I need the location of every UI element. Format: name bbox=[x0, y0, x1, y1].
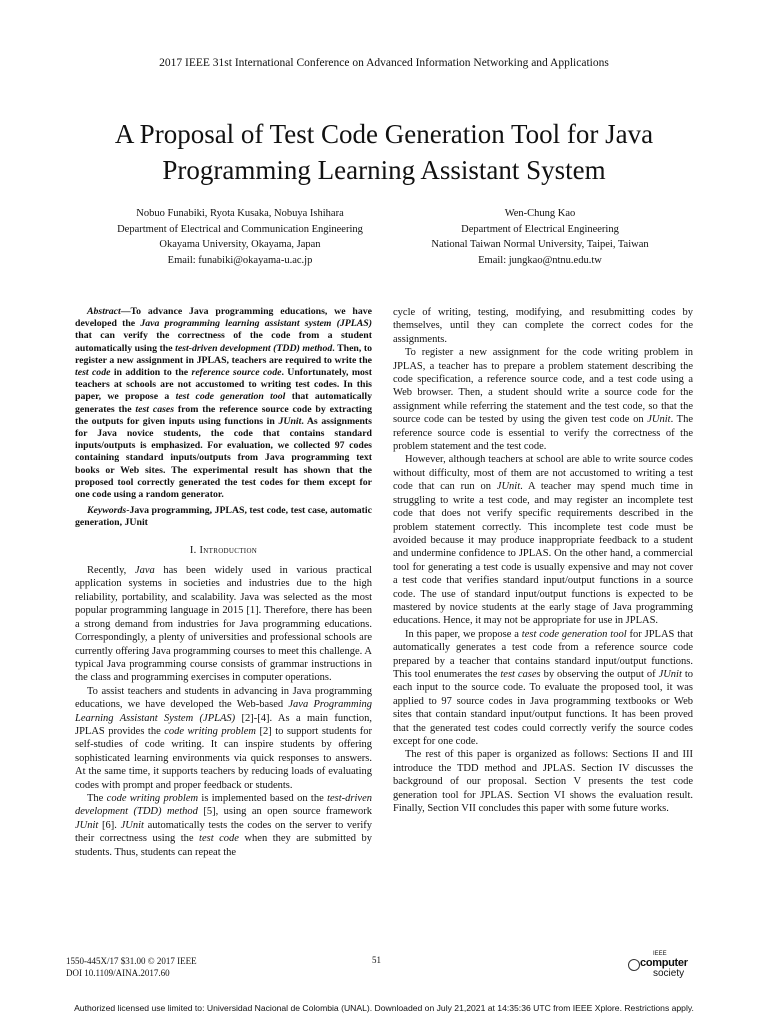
conference-header: 2017 IEEE 31st International Conference on Advanced Information Networking and Applications bbox=[159, 57, 609, 69]
footer-doi: DOI 10.1109/AINA.2017.60 bbox=[66, 968, 170, 978]
paragraph: The code writing problem is implemented based on the test-driven development (TDD) method [5], using an open source framework JUnit [6]. JUnit automatically tests the codes on the server to verify their correctness using the test code when they are submitted by students. Thus, students can repeat the bbox=[75, 792, 373, 858]
author-department: Department of Electrical Engineering bbox=[461, 223, 619, 235]
paragraph: Recently, Java has been widely used in various practical application systems in societies and industries due to the high reliability, portability, and scalability. Java was selected as the most popular programming language in 2015 [1]. Therefore, there has been a strong demand from industries for Java programming educations. Correspondingly, a plenty of universities and professional schools are currently offering Java programming courses to meet this challenge. A typical Java programming course consists of grammar instructions in the class and programming exercises in computer operations. bbox=[75, 565, 373, 684]
left-column bbox=[75, 306, 372, 859]
paper-title-line-2: Programming Learning Assistant System bbox=[162, 155, 606, 185]
paragraph: However, although teachers at school are able to write source codes without difficulty, most of them are not accustomed to writing a test code that can run on JUnit. A teacher may spend much time in struggling to write a test code, and may register an incomplete test code that does not verify specific requirements described in the problem statement correctly. This incomplete test code must be avoided because it may produce inappropriate feedback to a student and undermine confidence to JPLAS. On the other hand, a commercial tool for generating a test code is usually expensive and may not cover a test code that verifies standard input/output functions in a source code. The use of standard input/output functions is expected to be mastered by novice students at the early stage of Java programming educations. Hence, it may not be appropriate for use in JPLAS. bbox=[393, 454, 693, 627]
author-university: Okayama University, Okayama, Japan bbox=[159, 239, 321, 250]
author-email: Email: funabiki@okayama-u.ac.jp bbox=[167, 254, 313, 266]
author-block-left bbox=[90, 206, 390, 268]
author-department: Department of Electrical and Communication Engineering bbox=[117, 223, 363, 235]
paragraph: The rest of this paper is organized as follows: Sections II and III introduce the TDD method and JPLAS. Section IV discusses the background of our proposal. Section V presents the test code generation tool for JPLAS. Section VI shows the evaluation result. Finally, Section VII concludes this paper with some future works. bbox=[393, 749, 693, 815]
paragraph: To assist teachers and students in advancing in Java programming educations, we have developed the Web-based Java Programming Learning Assistant System (JPLAS) [2]-[4]. As a main function, JPLAS provides the code writing problem [2] to support students for self-studies of code writing. It can inspire students by offering sophisticated learning environments via quick responses to answers. At the same time, it supports teachers by reducing loads of evaluating codes with prompt and proper feedback or students. bbox=[75, 685, 372, 791]
author-email: Email: jungkao@ntnu.edu.tw bbox=[478, 254, 602, 266]
right-column bbox=[393, 306, 693, 815]
author-names: Wen-Chung Kao bbox=[504, 208, 576, 219]
keywords: Keywords-Java programming, JPLAS, test code, test case, automatic generation, JUnit bbox=[75, 505, 372, 529]
abstract-label: Abstract bbox=[87, 306, 121, 317]
logo-society-text: society bbox=[653, 968, 685, 979]
author-names: Nobuo Funabiki, Ryota Kusaka, Nobuya Ishihara bbox=[136, 208, 344, 219]
paper-title-line-1: A Proposal of Test Code Generation Tool for Java bbox=[114, 119, 654, 149]
author-block-right bbox=[380, 206, 700, 268]
paragraph: cycle of writing, testing, modifying, and resubmitting codes by themselves, until they can complete the correct codes for the assignments. bbox=[393, 307, 693, 345]
computer-society-logo-icon bbox=[626, 951, 696, 979]
paragraph: To register a new assignment for the code writing problem in JPLAS, a teacher has to prepare a problem statement describing the code specification, a reference source code, and a test code using a Web browser. Then, a student should write a source code for the assignment while referring the statement and the test code, so that the source code can be tested by using the given test code on JUnit. The reference source code is essential to verify the correctness of the problem statement and the test code. bbox=[393, 347, 693, 453]
logo-ieee-text: IEEE bbox=[653, 951, 667, 957]
section-heading-introduction: I. Introduction bbox=[189, 544, 258, 556]
footer-copyright bbox=[66, 955, 197, 979]
logo-computer-text: computer bbox=[640, 957, 688, 969]
logo-circle-icon bbox=[628, 959, 640, 971]
authorization-notice: Authorized licensed use limited to: Universidad Nacional de Colombia (UNAL). Downloaded on July 21,2021 at 14:35:36 UTC from IEEE Xplore. Restrictions apply. bbox=[74, 1003, 694, 1013]
author-university: National Taiwan Normal University, Taipei, Taiwan bbox=[431, 239, 649, 250]
footer-issn: 1550-445X/17 $31.00 © 2017 IEEE bbox=[66, 956, 197, 966]
paragraph: In this paper, we propose a test code generation tool for JPLAS that automatically generates a test code from a reference source code prepared by a teacher that contains standard input/output functions. This tool enumerates the test cases by observing the output of JUnit to each input to the source code. To evaluate the proposed tool, it was applied to 97 source codes in Java programming textbooks or Web sites that contain standard input/output functions. It has been proved that the generated test codes could correctly verify the source codes except for one code. bbox=[393, 628, 693, 747]
page-number: 51 bbox=[372, 955, 381, 965]
keywords-label: Keywords bbox=[87, 505, 127, 517]
paper-title bbox=[40, 116, 728, 188]
abstract: Abstract—To advance Java programming educations, we have developed the Java programming learning assistant system (JPLAS) that can verify the correctness of the code from a student automatically using the test-driven development (TDD) method. Then, to register a new assignment in JPLAS, teachers are required to write the test code in addition to the reference source code. Unfortunately, most teachers at schools are not accustomed to writing test codes. In this paper, we propose a test code generation tool that automatically generates the test cases from the reference source code by extracting the outputs for given inputs using functions in JUnit. As assignments for Java novice students, the code that contains standard inputs/outputs is emphasized. For evaluation, we collected 97 codes containing standard inputs/outputs from Java programming text books or Web sites. The experimental result has shown that the proposed tool correctly generated the test codes for them except for one code using a random generator. bbox=[75, 306, 373, 501]
